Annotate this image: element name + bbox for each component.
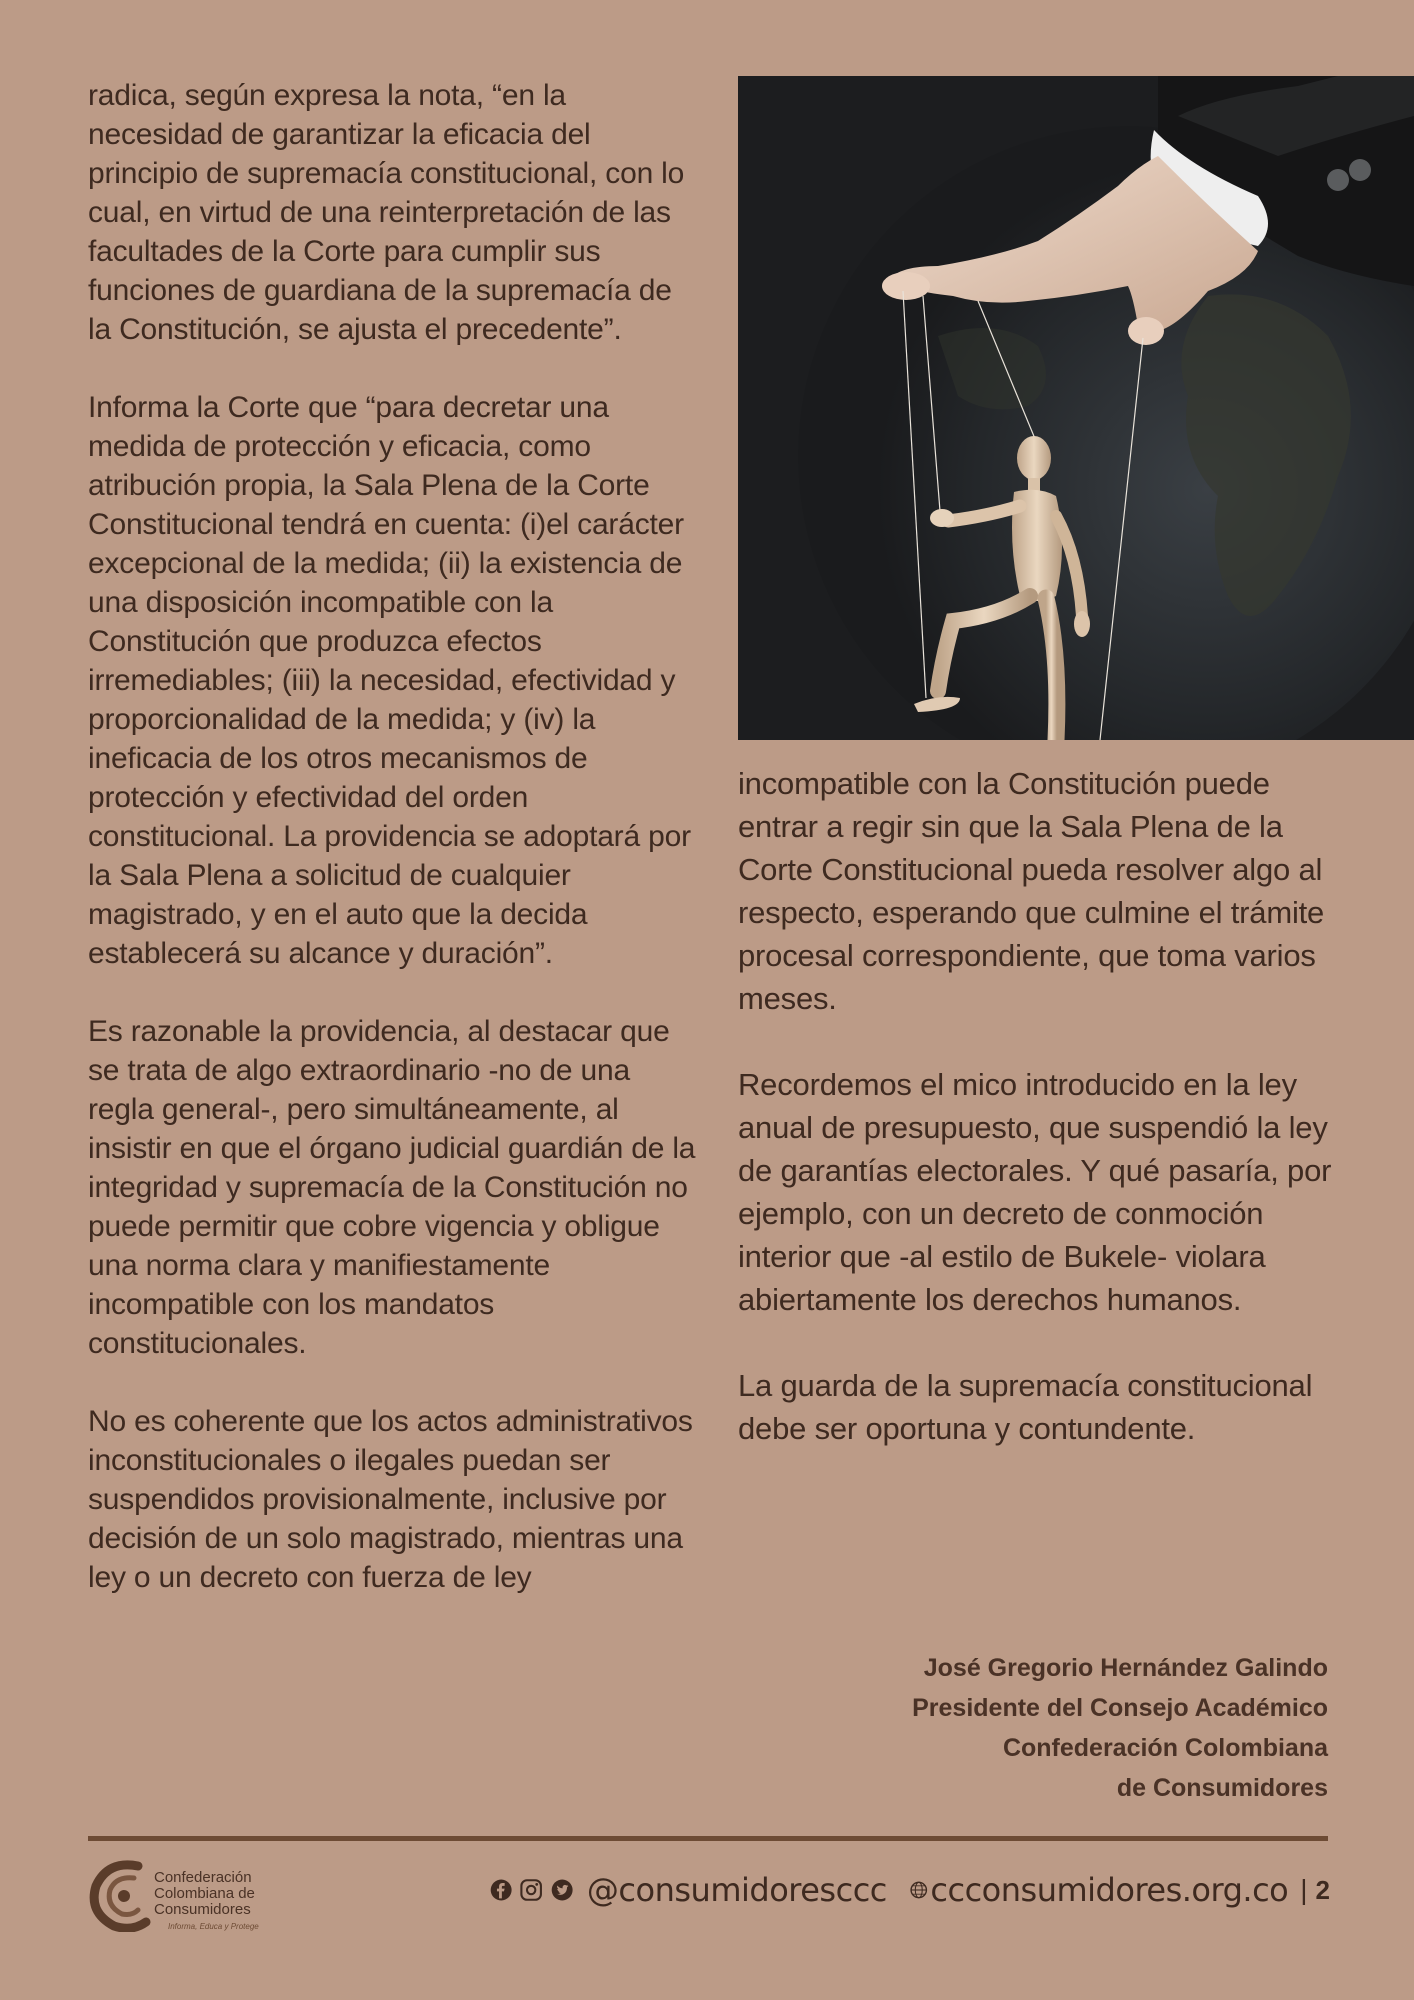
body-paragraph: incompatible con la Constitución puede entrar a regir sin que la Sala Plena de la Corte Constitucional pueda resolver algo al respecto, esperando que culmine el trámite procesal correspondiente, que toma varios meses.: [738, 766, 1325, 1016]
social-handle[interactable]: @consumidoresccc: [586, 1871, 887, 1909]
body-paragraph: No es coherente que los actos administrativos inconstitucionales o ilegales puedan ser suspendidos provisionalmente, inclusive por decisión de un solo magistrado, mientras una ley o un decreto con fuerza de ley: [88, 1405, 693, 1594]
logo-line: Colombiana de: [154, 1885, 255, 1902]
right-column: [738, 762, 1338, 1493]
logo-c-mark-icon: [88, 1856, 152, 1932]
author-role: Presidente del Consejo Académico: [912, 1694, 1328, 1722]
body-paragraph: Informa la Corte que “para decretar una medida de protección y eficacia, como atribución propia, la Sala Plena de la Corte Constitucional tendrá en cuenta: (i)el carácter excepcional de la medida; (ii) la existencia de una disposición incompatible con la Constitución que produzca efectos irremediables; (iii) la necesidad, efectividad y proporcionalidad de la medida; y (iv) la ineficacia de los otros mecanismos de protección y efectividad del orden constitucional. La providencia se adoptará por la Sala Plena a solicitud de cualquier magistrado, y en el auto que la decida establecerá su alcance y duración”.: [88, 391, 691, 970]
footer-contacts: [490, 1862, 1330, 1918]
author-signature: [912, 1648, 1328, 1808]
author-org-cont: de Consumidores: [1116, 1774, 1328, 1802]
logo-line: Consumidores: [154, 1901, 251, 1918]
organization-logo: [88, 1856, 288, 1936]
globe-icon: [909, 1876, 929, 1904]
author-org: Confederación Colombiana: [1002, 1734, 1328, 1762]
body-paragraph: La guarda de la supremacía constitucional debe ser oportuna y contundente.: [738, 1368, 1313, 1446]
body-paragraph: Recordemos el mico introducido en la ley anual de presupuesto, que suspendió la ley de garantías electorales. Y qué pasaría, por ejemplo, con un decreto de conmoción interior que -al estilo de Bukele- violara abiertamente los derechos humanos.: [738, 1067, 1332, 1317]
footer-separator: |: [1300, 1874, 1308, 1905]
footer-divider: [88, 1836, 1328, 1841]
instagram-icon[interactable]: [520, 1874, 542, 1906]
left-column: [88, 76, 698, 1636]
author-name: José Gregorio Hernández Galindo: [923, 1654, 1328, 1682]
facebook-icon[interactable]: [490, 1874, 512, 1906]
body-paragraph: Es razonable la providencia, al destacar que se trata de algo extraordinario -no de una regla general-, pero simultáneamente, al insistir en que el órgano judicial guardián de la integridad y supremacía de la Constitución no puede permitir que cobre vigencia y obligue una norma clara y manifiestamente incompatible con los mandatos constitucionales.: [88, 1015, 696, 1360]
puppet-illustration: [738, 76, 1414, 740]
logo-line: Confederación: [154, 1869, 252, 1886]
page-number: 2: [1315, 1874, 1330, 1905]
twitter-icon[interactable]: [551, 1874, 573, 1906]
logo-tagline: Informa, Educa y Protege: [168, 1922, 259, 1931]
body-paragraph: radica, según expresa la nota, “en la necesidad de garantizar la eficacia del principio de supremacía constitucional, con lo cual, en virtud de una reinterpretación de las facultades de la Corte para cumplir sus funciones de guardiana de la supremacía de la Constitución, se ajusta el precedente”.: [88, 79, 685, 346]
website-link[interactable]: ccconsumidores.org.co: [930, 1871, 1289, 1909]
